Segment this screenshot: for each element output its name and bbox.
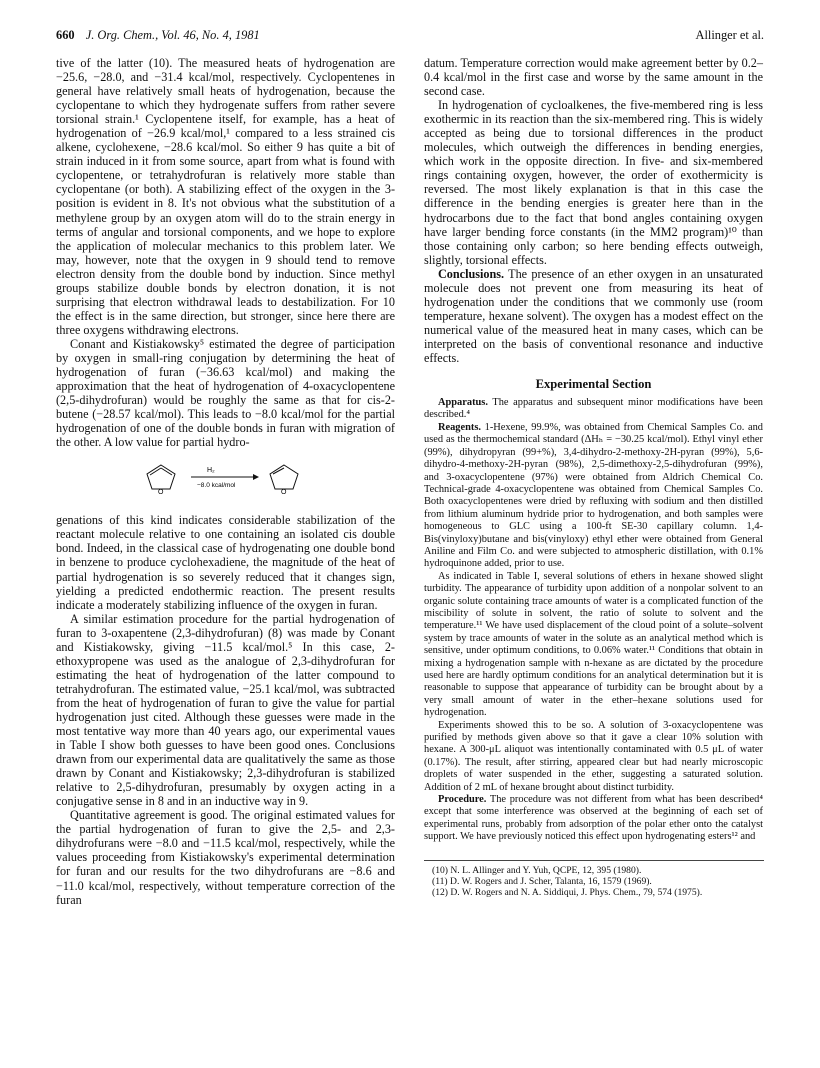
paragraph-conant-estimate: Conant and Kistiakowsky⁵ estimated the degree of participation by oxygen in small-ring conjugation by determining the heat of hydrogenation of furan (−36.63 kcal/mol) and making the approximation that the heat of hydrogenation of 4-oxacyclopentene (2,5-dihydrofuran) would be roughly the same as that for cis-2-butene (−28.57 kcal/mol). This leads to −8.0 kcal/mol for the partial hydrogenation of one of the double bonds in furan with migration of the other. A low value for partial hydro- <box>56 336 395 450</box>
paragraph-partial-hydrogenation: genations of this kind indicates considerable stabilization of the reactant molecule relative to one containing an isolated cis double bond. Indeed, in the classical case of hydrogenating one double bond in benzene to produce cyclohexadiene, the magnitude of the heat of partial hydrogenation is so severely reduced that it changes sign, yielding a predicted endothermic reaction. The present results indicate a moderately stabilizing influence of the oxygen in furan. <box>56 513 395 612</box>
page-number: 660 <box>56 28 75 42</box>
paragraph-turbidity: As indicated in Table I, several solutions of ethers in hexane showed slight turbidity. The appearance of turbidity upon addition of a nonpolar solvent to an organic solute containing trace amounts of water is a complicated function of the miscibility of solute in solvent, the ratio of solute to solvent and the temperature.¹¹ We have used displacement of the cloud point of a solute–solvent system by trace amounts of water in the solute as an analytical method which is sensitive, under optimum conditions, to 0.06% water.¹¹ Conditions that obtain in mixing a hydrogenation sample with n-hexane as are dictated by the procedure used here are hardly optimum conditions for an analytical determination but it is reasonable to suppose that appearance of turbidity can be brought about by a very small amount of water in the ether–hexane solutions used for hydrogenation. <box>424 570 763 719</box>
apparatus-text: The apparatus and subsequent minor modifications have been described.⁴ <box>424 397 763 421</box>
experimental-section-heading: Experimental Section <box>535 377 652 392</box>
apparatus-heading: Apparatus. <box>438 397 488 409</box>
footnote-divider <box>424 860 764 861</box>
paragraph-strain-discussion: tive of the latter (10). The measured heats of hydrogenation are −25.6, −28.0, and −31.4 kcal/mol, respectively. Cyclopentenes in general have relatively small heats of hydrogenation, because the cyclopentane to which they hydrogenate suffers from rather severe torsional strain.¹ Cyclopentene itself, for example, has a heat of hydrogenation of −26.9 kcal/mol,¹ compared to a less strained cis alkene, cyclohexene, −28.6 kcal/mol. So either 9 has quite a bit of strain induced in it from some source, apart from what is found with cyclopentene, or tetrahydrofuran is relatively more stable than cyclopentane (or both). A stabilizing effect of the oxygen in the 3-position is evident in 8. It's not obvious what the substitution of a methylene group by an oxygen atom will do to the strain energy in terms of angular and torsional components, and we hope to explore the application of molecular mechanics to this problem later. We may, however, note that the oxygen in 9 should tend to remove electron density from the double bond by induction. Since methyl groups stabilize double bonds by electron donation, it is not surprising that electron withdrawal leads to destabilization. For 10 the effect is in the same direction, but stronger, since here there are three oxygens withdrawing electrons. <box>56 56 395 337</box>
dihydrofuran-oxygen-label: O <box>280 489 286 496</box>
furan-oxygen-label: O <box>157 489 163 496</box>
paragraph-datum: datum. Temperature correction would make agreement better by 0.2–0.4 kcal/mol in the first case and worse by the same amount in the second case. <box>424 56 763 99</box>
paragraph-cycloalkenes: In hydrogenation of cycloalkenes, the five-membered ring is less exothermic in its reaction than the six-membered ring. This is widely accepted as being due to torsional differences in the product molecules, which outweigh the differences in bending energies, which work in the opposite direction. In five- and six-membered rings containing oxygen, however, the order of exothermicity is reversed. The most likely explanation is that in this case the difference in the bending energies is greater here than in the hydrocarbons due to the fact that bond angles containing oxygen have larger bending force constants (in the MM2 program)¹⁰ than those containing only carbon; so here bending effects outweigh, slightly, torsional effects. <box>424 98 763 267</box>
paragraph-conclusions <box>424 267 763 365</box>
running-head-left <box>56 28 260 43</box>
paragraph-reagents <box>424 422 763 571</box>
energy-label: −8.0 kcal/mol <box>196 482 235 490</box>
journal-citation: J. Org. Chem., Vol. 46, No. 4, 1981 <box>85 28 260 42</box>
procedure-text: The procedure was not different from what has been described⁴ except that some interference was observed at the beginning of each set of experimental runs, probably from adsorption of the polar ether onto the catalyst support. We have previously noticed this effect upon hydrogenating esters¹² and <box>424 794 763 843</box>
reagents-heading: Reagents. <box>438 421 481 433</box>
right-column <box>424 56 763 898</box>
conclusions-heading: Conclusions. <box>438 266 505 281</box>
procedure-heading: Procedure. <box>438 794 487 806</box>
paragraph-experiments: Experiments showed this to be so. A solution of 3-oxacyclopentene was purified by methods given above so that it gave a clear 10% solution with hexane. A 300-μL aliquot was intentionally contaminated with 0.5 μL of water (0.17%). The result, after stirring, appeared clear but had nearly microscopic droplets of water suspended in the ether, suggesting a saturated solution. Addition of 2 mL of hexane brought about distinct turbidity. <box>424 719 763 793</box>
paragraph-quantitative-agreement: Quantitative agreement is good. The original estimated values for the partial hydrogenation of furan to give the 2,5- and 2,3-dihydrofurans were −8.0 and −11.5 kcal/mol, respectively, while the values proceeding from Kistiakowsky's experimental determination for furan and our results for the two dihydrofurans are −8.6 and −11.0 kcal/mol, respectively, without temperature correction of the furan <box>56 808 395 907</box>
footnote-10: (10) N. L. Allinger and Y. Yuh, QCPE, 12, 395 (1980). <box>432 864 642 876</box>
furan-structure <box>147 465 175 489</box>
reaction-scheme <box>56 461 395 495</box>
footnote-11: (11) D. W. Rogers and J. Scher, Talanta, 16, 1579 (1969). <box>432 875 652 887</box>
running-head-authors: Allinger et al. <box>695 28 764 42</box>
reaction-arrowhead <box>253 474 259 480</box>
reagents-text: 1-Hexene, 99.9%, was obtained from Chemical Samples Co. and used as the thermochemical standard (ΔHₕ = −30.25 kcal/mol). Ethyl vinyl ether (99%), dihydropyran (99+%), 3,4-dihydro-2-methoxy-2H-pyran (99%), 5,6-dihydro-4-methoxy-2H-pyran (98%), 2,5-dimethoxy-2,5-dihydrofuran (99%), and 3-oxacyclopentene (97%) were obtained from Aldrich Chemical Co. Technical-grade 4-oxacyclopentene was obtained from Chemical Samples Co. Both oxacyclopentenes were dried by refluxing with sodium and then distilled from lithium aluminum hydride prior to hydrogenation, and both samples were homogeneous to GLC using a 100-ft SE-30 capillary column. 1,4-Bis(vinyloxy)butane and bis(vinyloxy) ethyl ether were obtained from General Aniline and Film Co. and were subjected to atmospheric distillation, with 0.1% hydroquinone added, prior to use. <box>424 421 763 570</box>
paragraph-similar-estimation: A similar estimation procedure for the partial hydrogenation of furan to 3-oxapentene (2,3-dihydrofuran) (8) was made by Conant and Kistiakowsky, giving −11.5 kcal/mol.⁵ In this case, 2-ethoxypropene was used as the analogue of 2,3-dihydrofuran for estimating the heat of hydrogenation of the latter compound to tetrahydrofuran. The estimated value, −25.1 kcal/mol, was subtracted from the heat of hydrogenation of furan to give the value for partial hydrogenation just cited. Although these guesses were made in the most tentative way more than 40 years ago, our experimental vaues in Table I show both guesses to have been good ones. Conclusions drawn from our experimental data are qualitatively the same as those drawn by Conant and Kistiakowsky; 2,3-dihydrofuran is stabilized relative to 2,5-dihydrofuran, presumably by oxygen acting in a conjugative sense in 8 and in an inductive way in 9. <box>56 611 395 809</box>
footnote-12: (12) D. W. Rogers and N. A. Siddiqui, J. Phys. Chem., 79, 574 (1975). <box>432 887 703 899</box>
reaction-scheme-graphic <box>141 461 311 495</box>
conclusions-text: The presence of an ether oxygen in an unsaturated molecule does not prevent one from measuring its heat of hydrogenation under the conditions that we commonly use (room temperature, hexane solvent). The oxygen has a modest effect on the numerical value of the measured heat in many cases, which can be interpreted on the basis of conventional resonance and inductive effects. <box>424 266 764 365</box>
reagent-label: H₂ <box>206 467 215 475</box>
paragraph-apparatus <box>424 397 763 422</box>
running-head <box>56 28 764 44</box>
dihydrofuran-structure <box>270 465 298 489</box>
paragraph-procedure <box>424 794 763 844</box>
left-column <box>56 56 395 907</box>
